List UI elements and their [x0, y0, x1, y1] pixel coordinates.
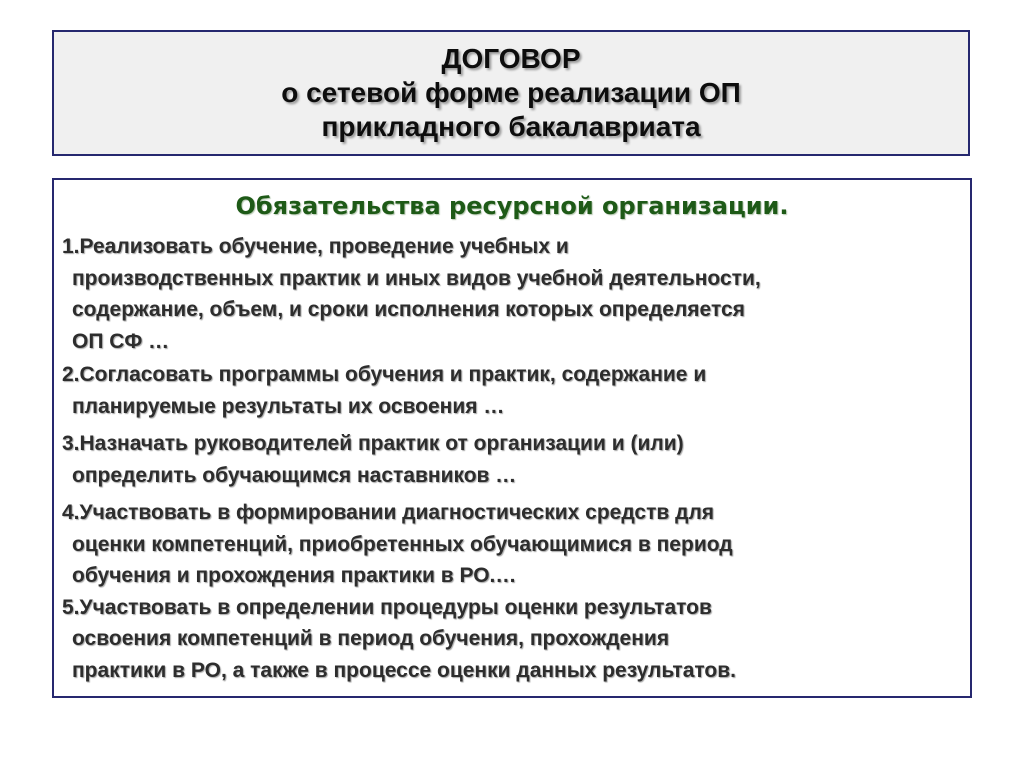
- title-line-3: прикладного бакалавриата: [321, 111, 701, 142]
- obligations-box: [52, 178, 972, 698]
- title-line-1: ДОГОВОР: [441, 43, 581, 74]
- obligation-5-line-1: 5.Участвовать в определении процедуры оценки результатов: [62, 595, 712, 619]
- obligation-item-5: [62, 592, 960, 687]
- obligation-2-line-2: планируемые результаты их освоения …: [72, 394, 505, 418]
- obligation-1-line-2: производственных практик и иных видов учебной деятельности,: [72, 266, 761, 290]
- obligation-4-line-3: обучения и прохождения практики в РО.…: [72, 564, 517, 587]
- obligation-1-line-1: 1.Реализовать обучение, проведение учебных и: [62, 235, 569, 258]
- section-heading: Обязательства ресурсной организации.: [235, 192, 789, 220]
- obligations-list: [62, 231, 960, 686]
- obligation-2-line-1: 2.Согласовать программы обучения и практик, содержание и: [62, 363, 707, 386]
- obligation-item-1: [62, 231, 960, 357]
- obligation-5-line-2: освоения компетенций в период обучения, прохождения: [72, 627, 670, 650]
- obligation-3-line-2: определить обучающимся наставников …: [72, 463, 517, 487]
- obligation-item-4: [62, 497, 960, 592]
- obligation-4-line-1: 4.Участвовать в формировании диагностических средств для: [62, 501, 715, 524]
- obligation-5-line-3: практики в РО, а также в процессе оценки данных результатов.: [72, 658, 736, 682]
- title-box: [52, 30, 970, 156]
- obligation-item-2: [62, 359, 960, 422]
- obligation-3-line-1: 3.Назначать руководителей практик от организации и (или): [62, 432, 684, 455]
- obligation-item-3: [62, 428, 960, 491]
- obligation-1-line-3: содержание, объем, и сроки исполнения которых определяется: [72, 298, 745, 321]
- obligation-1-line-4: ОП СФ …: [72, 329, 170, 353]
- title-line-2: о сетевой форме реализации ОП: [281, 77, 741, 108]
- obligation-4-line-2: оценки компетенций, приобретенных обучающимися в период: [72, 532, 733, 556]
